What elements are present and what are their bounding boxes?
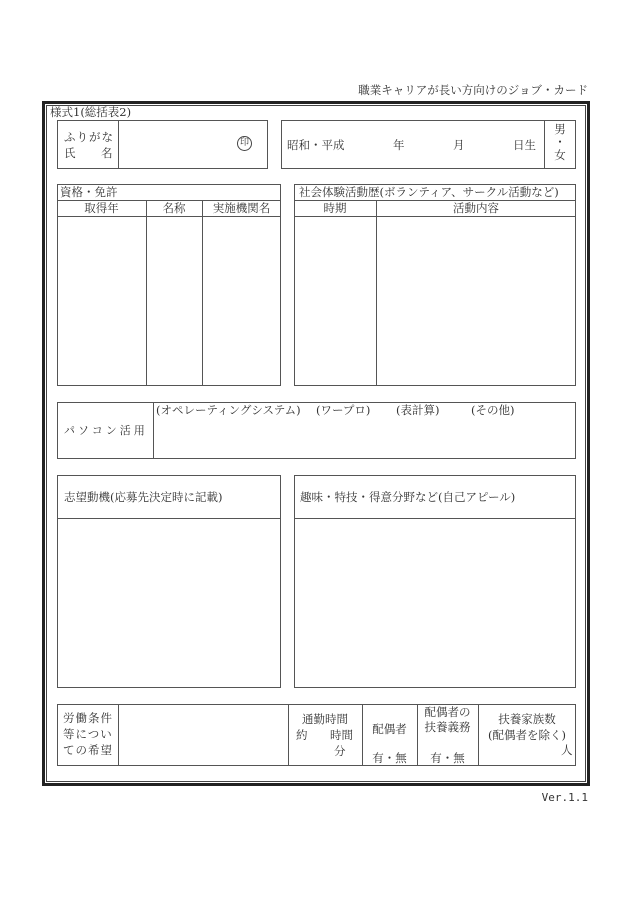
qualifications-year-input[interactable] bbox=[58, 217, 146, 385]
spouse-value[interactable]: 有・無 bbox=[372, 751, 407, 765]
gender-female[interactable]: 女 bbox=[554, 148, 566, 162]
gender-separator: ・ bbox=[554, 135, 566, 149]
pc-spreadsheet-label: (表計算) bbox=[396, 403, 440, 417]
gender-selector[interactable] bbox=[545, 122, 575, 168]
version-label: Ver.1.1 bbox=[541, 791, 588, 804]
qualifications-name-input[interactable] bbox=[147, 217, 202, 385]
conditions-divider-2 bbox=[288, 704, 289, 766]
conditions-label-line-3: ての希望 bbox=[63, 743, 113, 757]
day-label: 日生 bbox=[513, 138, 536, 152]
qualifications-institution-input[interactable] bbox=[203, 217, 280, 385]
motivation-title: 志望動機(応募先決定時に記載) bbox=[64, 490, 223, 504]
qualifications-col-year: 取得年 bbox=[84, 201, 119, 215]
document-title: 職業キャリアが長い方向けのジョブ・カード bbox=[358, 83, 588, 97]
pc-wordprocessor-label: (ワープロ) bbox=[316, 403, 371, 417]
commute-hours: 時間 bbox=[330, 728, 353, 742]
dependents-subtitle: (配偶者を除く) bbox=[488, 728, 566, 742]
spouse-support-title bbox=[417, 705, 478, 735]
qualifications-col-name: 名称 bbox=[162, 201, 186, 215]
pc-other-label: (その他) bbox=[471, 403, 515, 417]
social-period-input[interactable] bbox=[295, 217, 376, 385]
gender-male[interactable]: 男 bbox=[554, 122, 566, 136]
seal-icon bbox=[237, 136, 252, 151]
commute-minutes: 分 bbox=[334, 744, 346, 758]
dependents-title: 扶養家族数 bbox=[498, 712, 556, 726]
birth-year-input[interactable] bbox=[350, 130, 390, 160]
seal-mark: 印 bbox=[239, 138, 249, 148]
spouse-title: 配偶者 bbox=[372, 722, 407, 736]
hobbies-input[interactable] bbox=[295, 519, 575, 687]
name-label-family: 氏 bbox=[64, 146, 76, 160]
commute-minutes-input[interactable] bbox=[300, 743, 332, 758]
commute-title: 通勤時間 bbox=[302, 712, 348, 726]
conditions-input[interactable] bbox=[119, 705, 287, 765]
birth-month-input[interactable] bbox=[410, 130, 450, 160]
hobbies-title: 趣味・特技・得意分野など(自己アピール) bbox=[300, 490, 516, 504]
conditions-label bbox=[63, 710, 117, 758]
commute-hours-input[interactable] bbox=[310, 727, 330, 742]
form-id-label: 様式1(総括表2) bbox=[50, 105, 132, 119]
year-label: 年 bbox=[393, 138, 405, 152]
birth-day-input[interactable] bbox=[470, 130, 510, 160]
social-activities-title: 社会体験活動歴(ボランティア、サークル活動など) bbox=[299, 185, 559, 199]
dependents-input[interactable] bbox=[500, 742, 558, 758]
dependents-unit: 人 bbox=[561, 743, 573, 757]
qualifications-title: 資格・免許 bbox=[60, 185, 118, 199]
qualifications-col-institution: 実施機関名 bbox=[212, 201, 271, 215]
name-label-given: 名 bbox=[101, 146, 113, 160]
motivation-input[interactable] bbox=[58, 519, 280, 687]
pc-os-label: (オペレーティングシステム) bbox=[156, 403, 301, 417]
era-label[interactable]: 昭和・平成 bbox=[287, 138, 345, 152]
commute-approx: 約 bbox=[296, 728, 308, 742]
spouse-support-value[interactable]: 有・無 bbox=[430, 751, 465, 765]
month-label: 月 bbox=[453, 138, 465, 152]
social-content-input[interactable] bbox=[377, 217, 575, 385]
conditions-label-line-1: 労働条件 bbox=[63, 711, 113, 725]
pc-skills-label: パソコン活用 bbox=[64, 424, 148, 437]
furigana-label: ふりがな bbox=[64, 130, 114, 144]
social-col-period: 時期 bbox=[323, 201, 347, 215]
social-col-content: 活動内容 bbox=[453, 201, 499, 215]
conditions-label-line-2: 等につい bbox=[63, 727, 113, 741]
pc-skills-input[interactable] bbox=[154, 418, 575, 458]
spouse-support-title-line-2: 扶養義務 bbox=[424, 720, 471, 734]
spouse-support-title-line-1: 配偶者の bbox=[424, 705, 471, 719]
